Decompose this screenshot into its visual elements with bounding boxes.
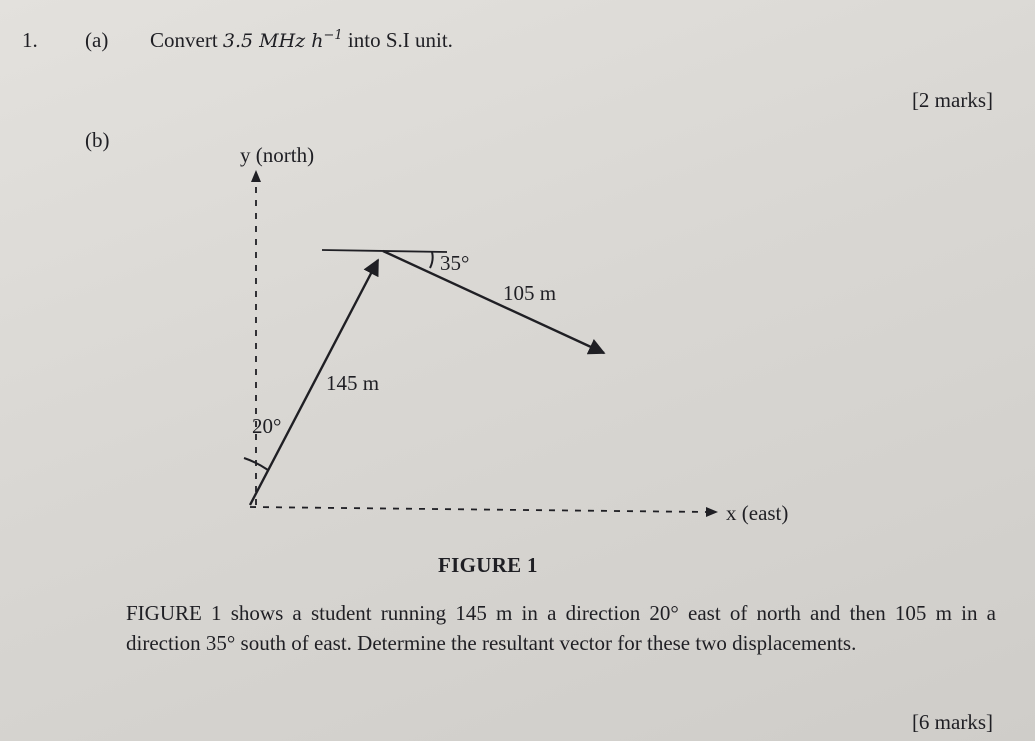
unit-expression: 3.5 MHz h	[222, 30, 324, 52]
segment-105-label: 105 m	[503, 281, 557, 305]
x-axis	[250, 507, 708, 512]
y-axis-arrowhead	[251, 170, 261, 182]
part-b-marks: [6 marks]	[911, 710, 993, 734]
angle-arc-20	[244, 458, 268, 470]
part-b-label: (b)	[85, 128, 110, 152]
part-b-question-text: FIGURE 1 shows a student running 145 m in a direction 20° east of north and then 105 m in a direction 35° south of east. Determine the resultant vector for these two displacements.	[126, 601, 996, 655]
part-a-marks: [2 marks]	[911, 88, 993, 112]
question-number: 1.	[22, 28, 38, 52]
convert-tail: into S.I unit.	[347, 28, 453, 52]
figure-caption: FIGURE 1	[438, 553, 538, 577]
angle-35-label: 35°	[440, 251, 470, 275]
displacement-105m	[383, 251, 604, 353]
x-axis-arrowhead	[706, 507, 718, 517]
x-axis-label: x (east)	[726, 501, 789, 525]
part-a-label: (a)	[85, 28, 109, 52]
unit-exponent: −1	[323, 28, 343, 43]
convert-word: Convert	[150, 28, 218, 52]
segment-145-label: 145 m	[326, 371, 380, 395]
y-axis-label: y (north)	[240, 143, 315, 167]
angle-arc-35	[430, 252, 433, 268]
angle-20-label: 20°	[252, 414, 282, 438]
